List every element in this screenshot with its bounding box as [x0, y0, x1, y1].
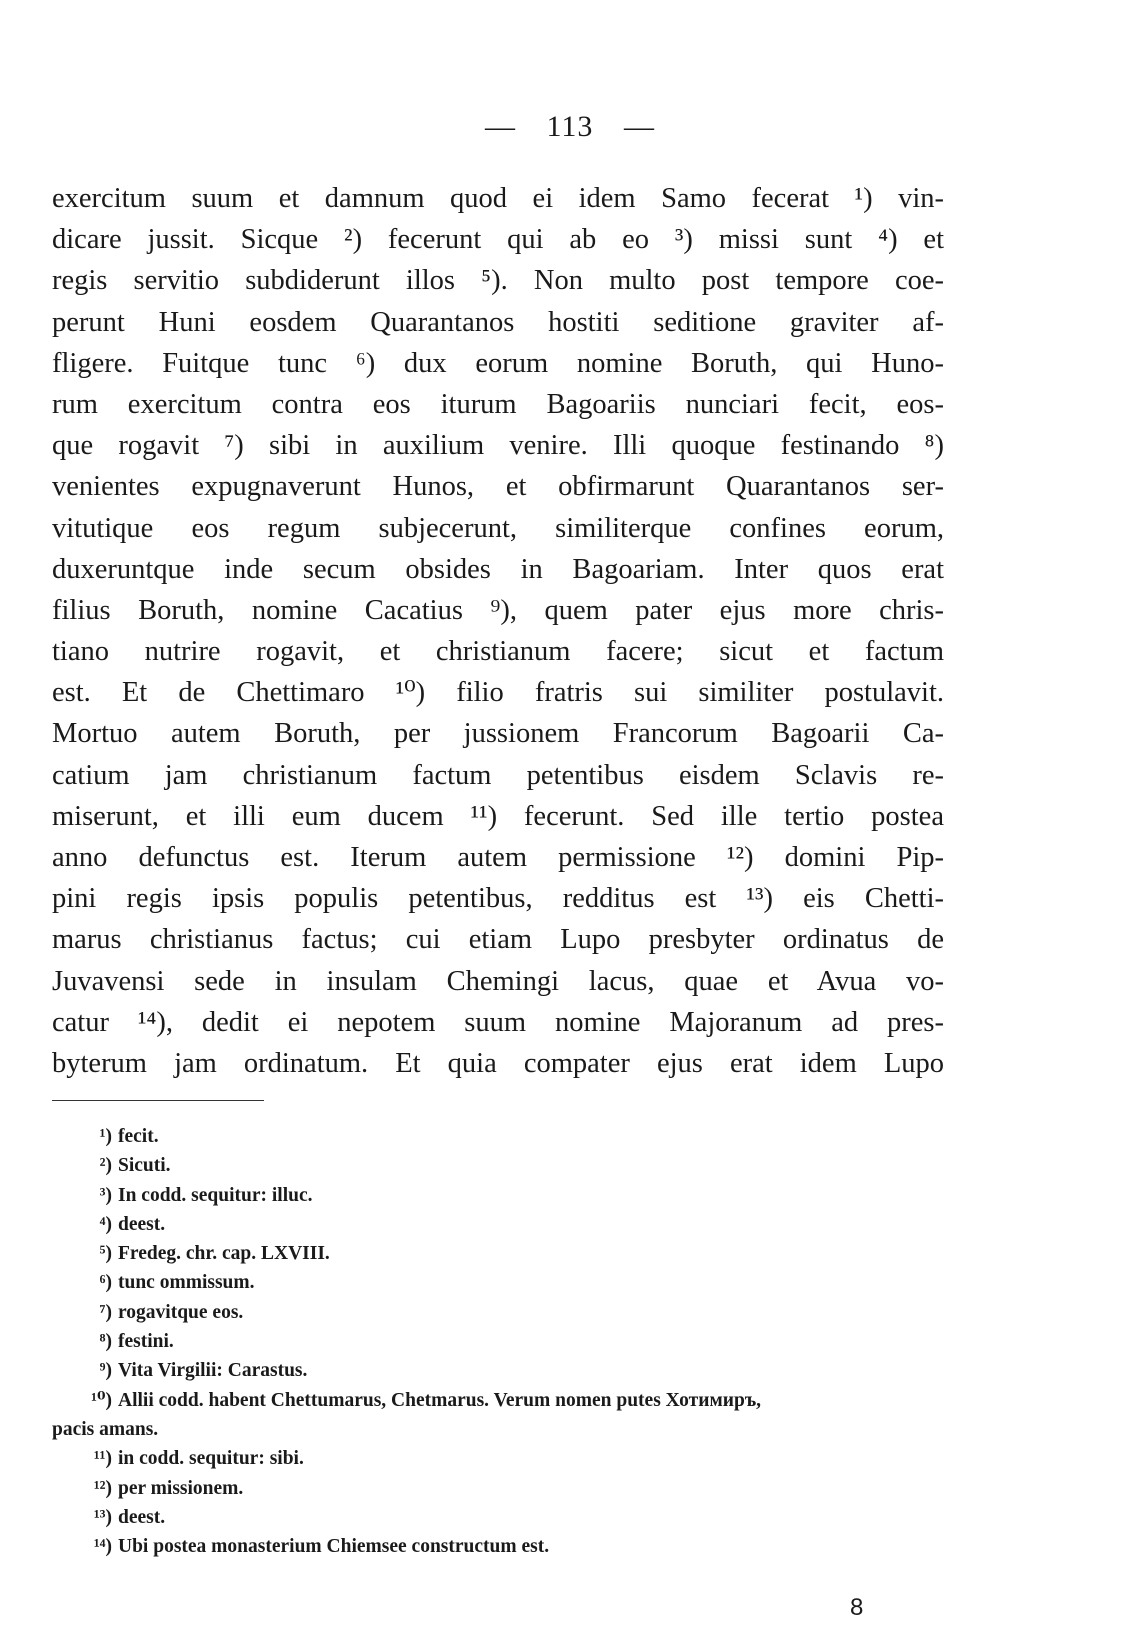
footnote: [52, 1474, 952, 1503]
body-line: anno defunctus est. Iterum autem permissione ¹²) domini Pip-: [52, 842, 944, 873]
body-line: exercitum suum et damnum quod ei idem Samo fecerat ¹) vin-: [52, 183, 944, 214]
footnote-number: ¹⁰): [91, 1389, 112, 1411]
body-text: [52, 178, 944, 1084]
body-line: filius Boruth, nomine Cacatius ⁹), quem pater ejus more chris-: [52, 594, 944, 626]
signature-mark: 8: [850, 1594, 864, 1621]
body-line: tiano nutrire rogavit, et christianum facere; sicut et factum: [52, 636, 944, 668]
footnote: [52, 1181, 952, 1210]
footnote: [52, 1327, 952, 1356]
footnote-number: ¹): [99, 1126, 112, 1147]
footnote-text: Vita Virgilii: Carastus.: [118, 1360, 308, 1382]
body-line: fligere. Fuitque tunc ⁶) dux eorum nomine Boruth, qui Huno-: [52, 347, 944, 379]
body-line: est. Et de Chettimaro ¹⁰) filio fratris sui similiter postulavit.: [52, 677, 944, 709]
footnote-text: in codd. sequitur: sibi.: [118, 1448, 304, 1470]
footnote-number: ⁸): [99, 1331, 112, 1353]
footnote: [52, 1444, 952, 1473]
footnote-text: deest.: [118, 1213, 166, 1235]
footnote-text: fecit.: [118, 1126, 159, 1147]
footnotes: [52, 1122, 952, 1561]
body-line: vitutique eos regum subjecerunt, similiterque confines eorum,: [52, 512, 944, 544]
footnote-text: Allii codd. habent Chettumarus, Chetmarus. Verum nomen putes Хотимиръ,: [118, 1389, 762, 1411]
body-line: regis servitio subdiderunt illos ⁵). Non multo post tempore coe-: [52, 265, 944, 297]
body-line: rum exercitum contra eos iturum Bagoariis nunciari fecit, eos-: [52, 388, 944, 420]
body-line: Juvavensi sede in insulam Chemingi lacus, quae et Avua vo-: [52, 965, 944, 997]
footnote: [52, 1386, 952, 1415]
body-line: que rogavit ⁷) sibi in auxilium venire. Illi quoque festinando ⁸): [52, 430, 944, 462]
footnote: [52, 1298, 952, 1327]
footnote-continuation: [52, 1415, 952, 1444]
footnote-rule: [52, 1100, 264, 1101]
footnote-text: pacis amans.: [52, 1418, 159, 1440]
footnote-text: Ubi postea monasterium Chiemsee constructum est.: [118, 1536, 550, 1558]
footnote-text: deest.: [118, 1506, 166, 1528]
body-line: byterum jam ordinatum. Et quia compater ejus erat idem Lupo: [52, 1047, 944, 1079]
body-line: Mortuo autem Boruth, per jussionem Francorum Bagoarii Ca-: [52, 718, 944, 750]
footnote-number: ³): [99, 1184, 112, 1206]
footnote-number: ⁵): [99, 1243, 112, 1265]
footnote: [52, 1239, 952, 1268]
footnote-number: ¹⁴): [93, 1536, 112, 1558]
footnote-number: ⁹): [99, 1360, 112, 1382]
running-head-dash-left: —: [485, 110, 517, 143]
footnote-number: ²): [99, 1155, 112, 1177]
footnote: [52, 1503, 952, 1532]
footnote-text: rogavitque eos.: [118, 1301, 244, 1323]
footnote-text: In codd. sequitur: illuc.: [118, 1184, 313, 1206]
footnote-number: ¹³): [93, 1506, 112, 1528]
footnote-text: festini.: [118, 1331, 174, 1353]
footnote-text: tunc ommissum.: [118, 1272, 255, 1294]
footnote: [52, 1151, 952, 1180]
body-line: perunt Huni eosdem Quarantanos hostiti seditione graviter af-: [52, 306, 944, 338]
body-line: pini regis ipsis populis petentibus, redditus est ¹³) eis Chetti-: [52, 883, 944, 915]
footnote-text: per missionem.: [118, 1477, 244, 1499]
footnote: [52, 1122, 952, 1151]
body-line: venientes expugnaverunt Hunos, et obfirmarunt Quarantanos ser-: [52, 471, 944, 503]
running-head: [0, 110, 1140, 144]
body-line: marus christianus factus; cui etiam Lupo presbyter ordinatus de: [52, 924, 944, 956]
footnote-text: Fredeg. chr. cap. LXVIII.: [118, 1243, 330, 1265]
footnote: [52, 1356, 952, 1385]
page-number: 113: [546, 110, 594, 143]
body-line: dicare jussit. Sicque ²) fecerunt qui ab eo ³) missi sunt ⁴) et: [52, 224, 944, 256]
footnote-text: Sicuti.: [118, 1155, 171, 1177]
body-line: duxeruntque inde secum obsides in Bagoariam. Inter quos erat: [52, 553, 944, 585]
body-line: miserunt, et illi eum ducem ¹¹) fecerunt. Sed ille tertio postea: [52, 800, 944, 832]
footnote-number: ⁷): [99, 1301, 112, 1323]
footnote: [52, 1210, 952, 1239]
footnote: [52, 1532, 952, 1561]
footnote-number: ⁴): [99, 1213, 112, 1235]
body-line: catium jam christianum factum petentibus eisdem Sclavis re-: [52, 759, 944, 791]
footnote-number: ¹¹): [93, 1448, 112, 1470]
footnote-number: ⁶): [99, 1272, 112, 1294]
body-line: catur ¹⁴), dedit ei nepotem suum nomine Majoranum ad pres-: [52, 1006, 944, 1038]
footnote: [52, 1268, 952, 1297]
running-head-dash-right: —: [623, 110, 655, 143]
footnote-number: ¹²): [93, 1477, 112, 1499]
